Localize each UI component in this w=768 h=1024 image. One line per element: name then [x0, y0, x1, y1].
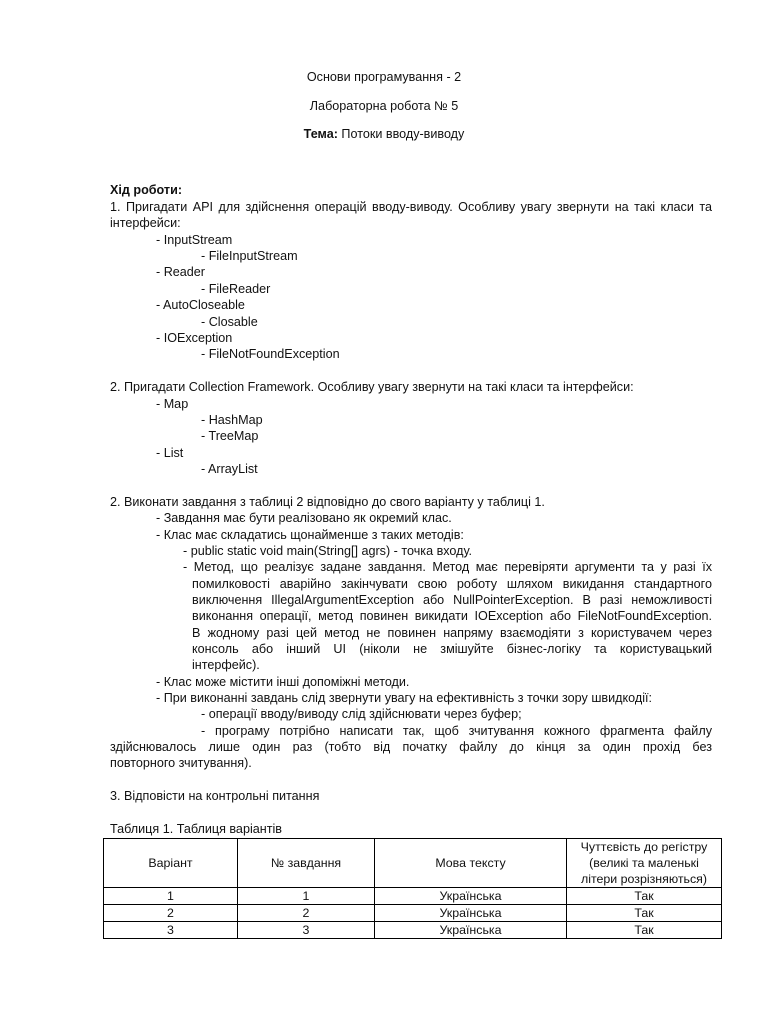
method-text-line: В жодному разі цей метод не повинен напряму взаємодіяти з користувачем через [192, 626, 712, 640]
cell-case: Так [567, 905, 722, 922]
cell-language: Українська [375, 922, 567, 939]
list-item: - TreeMap [201, 429, 259, 443]
progress-heading: Хід роботи: [110, 183, 183, 197]
list-item: - List [156, 446, 184, 460]
topic-text: Потоки вводу-виводу [337, 127, 465, 141]
list-item: - Клас може містити інші допоміжні методи. [156, 675, 410, 689]
list-item: - InputStream [156, 233, 233, 247]
method-text-line: консоль або інший UI (ніколи не змішуйте бізнес-логіку та користувацький [192, 642, 712, 656]
list-item: - операції вводу/виводу слід здійснювати через буфер; [201, 707, 522, 721]
list-item: - ArrayList [201, 462, 258, 476]
cell-language: Українська [375, 888, 567, 905]
list-item: - Reader [156, 265, 205, 279]
table-caption: Таблиця 1. Таблиця варіантів [110, 822, 282, 836]
list-item: - Map [156, 397, 189, 411]
table-row [104, 905, 722, 922]
method-text-line: - Метод, що реалізує задане завдання. Метод має перевіряти аргументи та у разі їх [183, 560, 712, 574]
cell-variant: 2 [104, 905, 238, 922]
method-text-line: виконання операції, метод повинен викидати IOException або FileNotFoundException. [192, 609, 712, 623]
cell-task: 3 [238, 922, 375, 939]
step1-line2: інтерфейси: [110, 216, 181, 230]
list-item: - При виконанні завдань слід звернути увагу на ефективність з точки зору швидкодії: [156, 691, 653, 705]
table-row [104, 888, 722, 905]
lab-title: Лабораторна робота № 5 [309, 99, 459, 113]
perf-text-line: повторного зчитування). [110, 756, 252, 770]
cell-task: 2 [238, 905, 375, 922]
table-header-row [104, 839, 722, 888]
list-item: - HashMap [201, 413, 263, 427]
list-item: - public static void main(String[] agrs) - точка входу. [183, 544, 473, 558]
method-text-line: виключення IllegalArgumentException або NullPointerException. В разі неможливості [192, 593, 712, 607]
list-item: - FileReader [201, 282, 271, 296]
perf-text-line: здійснювалось лише один раз (тобто від початку файлу до кінця за один прохід без [110, 740, 712, 754]
topic-label: Тема: [303, 127, 338, 141]
cell-case: Так [567, 888, 722, 905]
topic-line [0, 127, 768, 141]
cell-variant: 3 [104, 922, 238, 939]
step4-line1: 3. Відповісти на контрольні питання [110, 789, 320, 803]
header-case-sensitivity: Чуттєвість до регістру (великі та маленькі літери розрізняються) [567, 839, 722, 888]
header-variant: Варіант [104, 839, 238, 888]
variants-table [103, 838, 722, 939]
cell-task: 1 [238, 888, 375, 905]
list-item: - Closable [201, 315, 258, 329]
perf-text-line: - програму потрібно написати так, щоб зчитування кожного фрагмента файлу [201, 724, 712, 738]
course-title: Основи програмування - 2 [306, 70, 462, 84]
list-item: - Клас має складатись щонайменше з таких методів: [156, 528, 464, 542]
table-row [104, 922, 722, 939]
method-text-line: помилковості аварійно закінчувати свою роботу шляхом викидання стандартного [192, 577, 712, 591]
list-item: - Завдання має бути реалізовано як окремий клас. [156, 511, 452, 525]
step1-line1: 1. Пригадати API для здійснення операцій вводу-виводу. Особливу увагу звернути на такі класи та [110, 200, 712, 214]
step3-line1: 2. Виконати завдання з таблиці 2 відповідно до свого варіанту у таблиці 1. [110, 495, 545, 509]
list-item: - FileNotFoundException [201, 347, 340, 361]
cell-case: Так [567, 922, 722, 939]
cell-variant: 1 [104, 888, 238, 905]
list-item: - IOException [156, 331, 233, 345]
cell-language: Українська [375, 905, 567, 922]
header-task: № завдання [238, 839, 375, 888]
step2-line1: 2. Пригадати Collection Framework. Особливу увагу звернути на такі класи та інтерфейси: [110, 380, 634, 394]
list-item: - FileInputStream [201, 249, 298, 263]
header-language: Мова тексту [375, 839, 567, 888]
list-item: - AutoCloseable [156, 298, 245, 312]
method-text-line: інтерфейс). [192, 658, 260, 672]
